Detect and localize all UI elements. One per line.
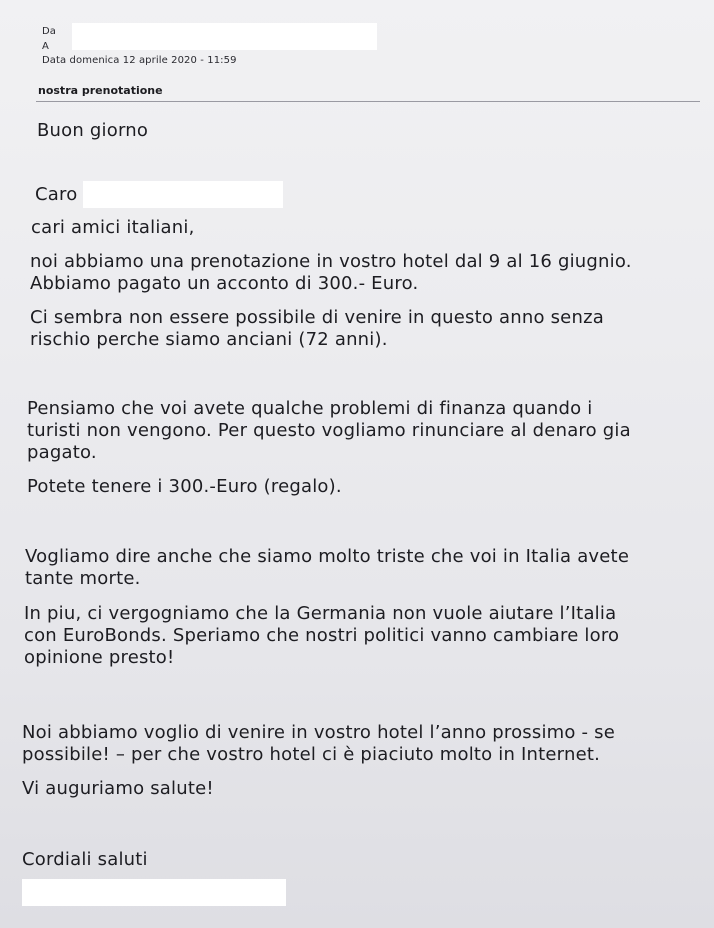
body-line: Noi abbiamo voglio di venire in vostro hotel l’anno prossimo - se	[22, 722, 615, 743]
body-line: Potete tenere i 300.-Euro (regalo).	[27, 476, 342, 497]
body-line: rischio perche siamo anciani (72 anni).	[30, 329, 388, 350]
greeting: Buon giorno	[37, 120, 149, 141]
email-subject: nostra prenotatione	[38, 84, 163, 97]
closing: Cordiali saluti	[22, 849, 148, 870]
to-label: A	[42, 41, 49, 52]
body-line: Ci sembra non essere possibile di venire in questo anno senza	[30, 307, 604, 328]
body-intro: cari amici italiani,	[31, 217, 195, 238]
redacted-recipients	[72, 23, 377, 50]
body-line: Vogliamo dire anche che siamo molto triste che voi in Italia avete	[25, 546, 630, 567]
body-line: In piu, ci vergogniamo che la Germania non vuole aiutare l’Italia	[24, 603, 617, 624]
date-line: Data domenica 12 aprile 2020 - 11:59	[42, 55, 237, 66]
salutation: Caro	[35, 184, 78, 205]
body-line: pagato.	[27, 442, 97, 463]
from-label: Da	[42, 26, 57, 37]
body-line: possibile! – per che vostro hotel ci è piaciuto molto in Internet.	[22, 744, 601, 765]
header-divider	[36, 101, 700, 102]
body-line: tante morte.	[25, 568, 141, 589]
body-line: opinione presto!	[24, 647, 175, 668]
body-line: noi abbiamo una prenotazione in vostro hotel dal 9 al 16 giugnio.	[30, 251, 632, 272]
redacted-signature	[22, 879, 286, 906]
redacted-name	[83, 181, 283, 208]
body-line: con EuroBonds. Speriamo che nostri politici vanno cambiare loro	[24, 625, 620, 646]
body-line: Abbiamo pagato un acconto di 300.- Euro.	[30, 273, 419, 294]
body-line: Pensiamo che voi avete qualche problemi di finanza quando i	[27, 398, 593, 419]
body-line: Vi auguriamo salute!	[22, 778, 214, 799]
body-line: turisti non vengono. Per questo vogliamo rinunciare al denaro gia	[27, 420, 631, 441]
